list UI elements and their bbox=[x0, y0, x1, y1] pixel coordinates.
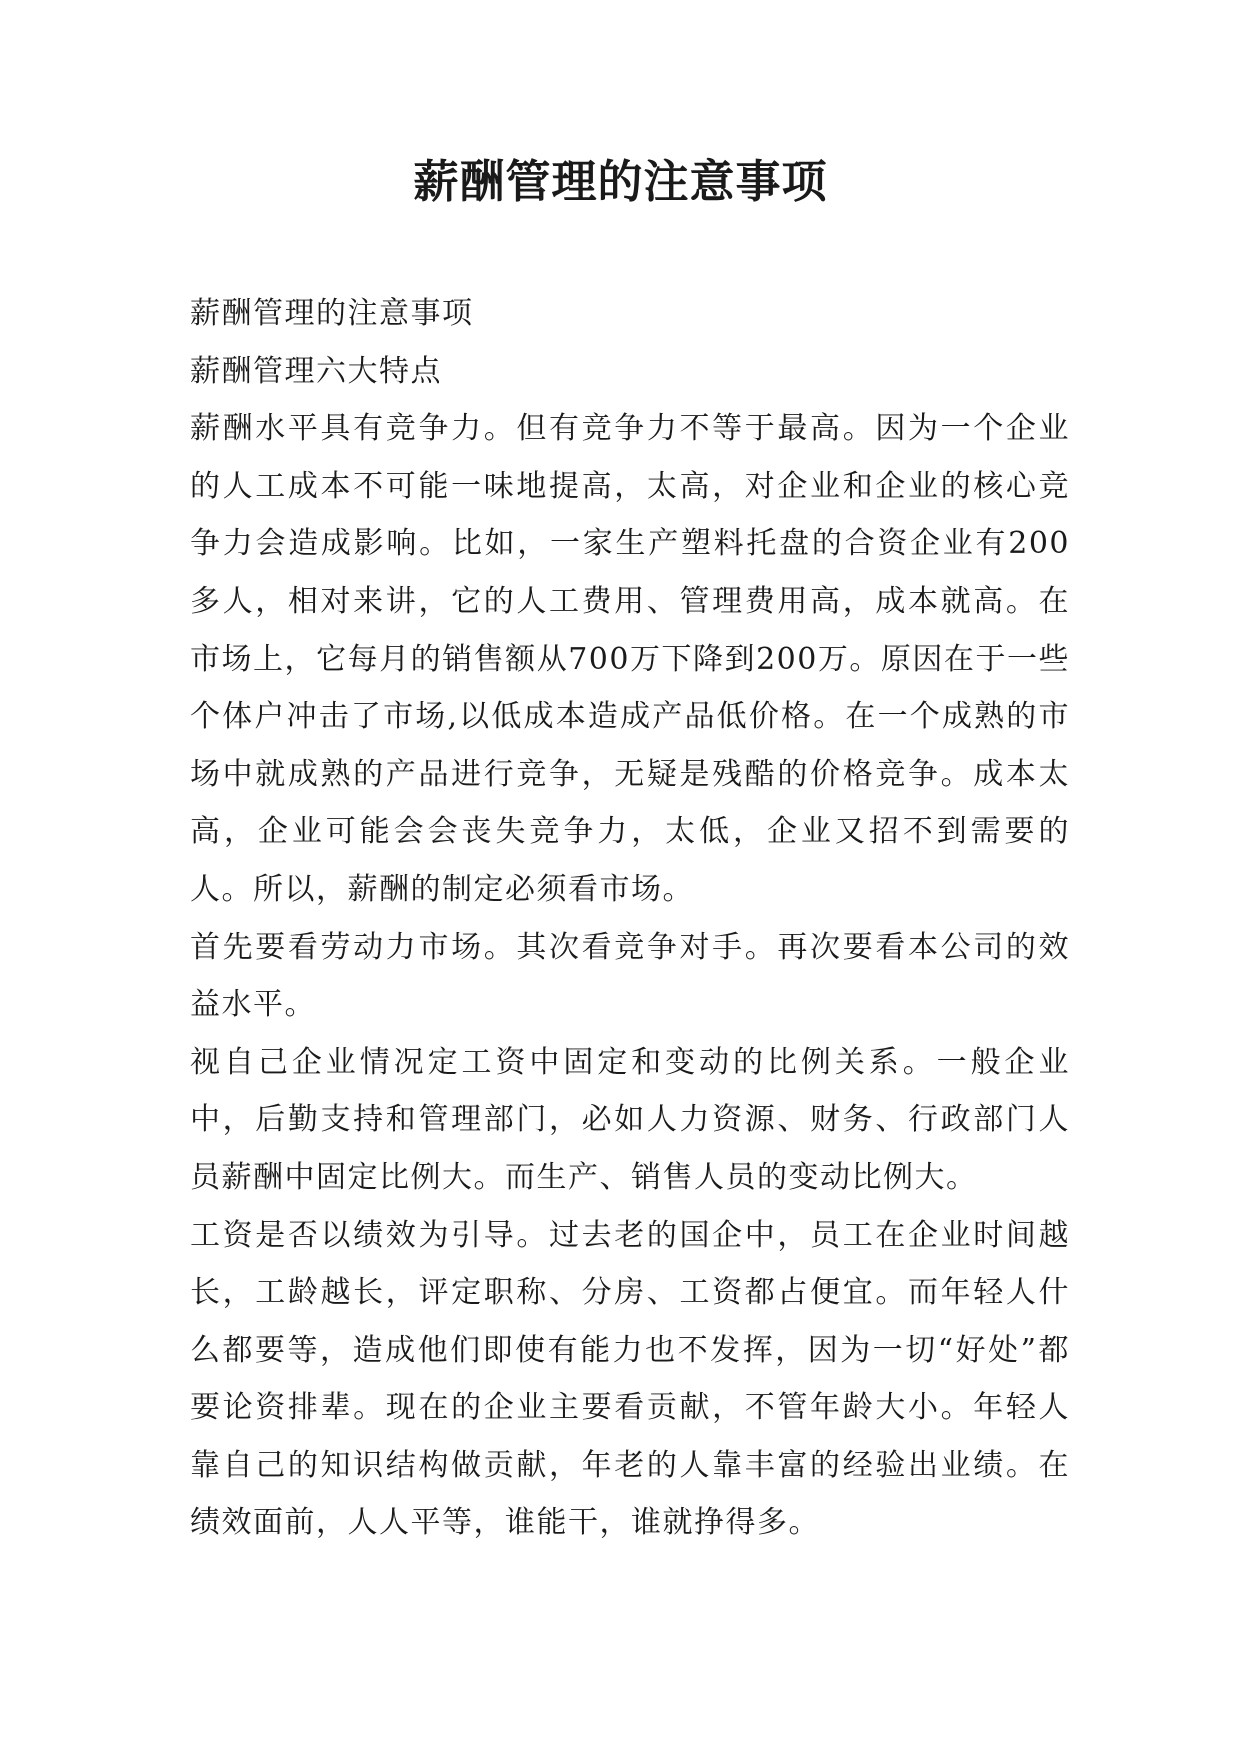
paragraph-section-heading: 薪酬管理六大特点 bbox=[190, 353, 442, 389]
paragraph-market-factors: 首先要看劳动力市场。其次看竞争对手。再次要看本公司的效益水平。 bbox=[190, 929, 1070, 1023]
paragraph-performance-guidance: 工资是否以绩效为引导。过去老的国企中，员工在企业时间越长，工龄越长，评定职称、分房、工资都占便宜。而年轻人什么都要等，造成他们即使有能力也不发挥，因为一切“好处”都要论资排辈。现在的企业主要看贡献，不管年龄大小。年轻人靠自己的知识结构做贡献，年老的人靠丰富的经验出业绩。在绩效面前，人人平等，谁能干，谁就挣得多。 bbox=[190, 1217, 1070, 1541]
paragraph-fixed-variable-ratio: 视自己企业情况定工资中固定和变动的比例关系。一般企业中，后勤支持和管理部门，必如人力资源、财务、行政部门人员薪酬中固定比例大。而生产、销售人员的变动比例大。 bbox=[190, 1044, 1070, 1195]
paragraph-subtitle: 薪酬管理的注意事项 bbox=[190, 296, 474, 331]
document-title: 薪酬管理的注意事项 bbox=[413, 155, 828, 208]
paragraph-competitiveness: 薪酬水平具有竞争力。但有竞争力不等于最高。因为一个企业的人工成本不可能一味地提高，太高，对企业和企业的核心竞争力会造成影响。比如，一家生产塑料托盘的合资企业有200多人，相对来讲，它的人工费用、管理费用高，成本就高。在市场上，它每月的销售额从700万下降到200万。原因在于一些个体户冲击了市场,以低成本造成产品低价格。在一个成熟的市场中就成熟的产品进行竞争，无疑是残酷的价格竞争。成本太高，企业可能会会丧失竞争力，太低，企业又招不到需要的人。所以，薪酬的制定必须看市场。 bbox=[190, 411, 1070, 907]
document-body bbox=[190, 285, 1070, 1552]
